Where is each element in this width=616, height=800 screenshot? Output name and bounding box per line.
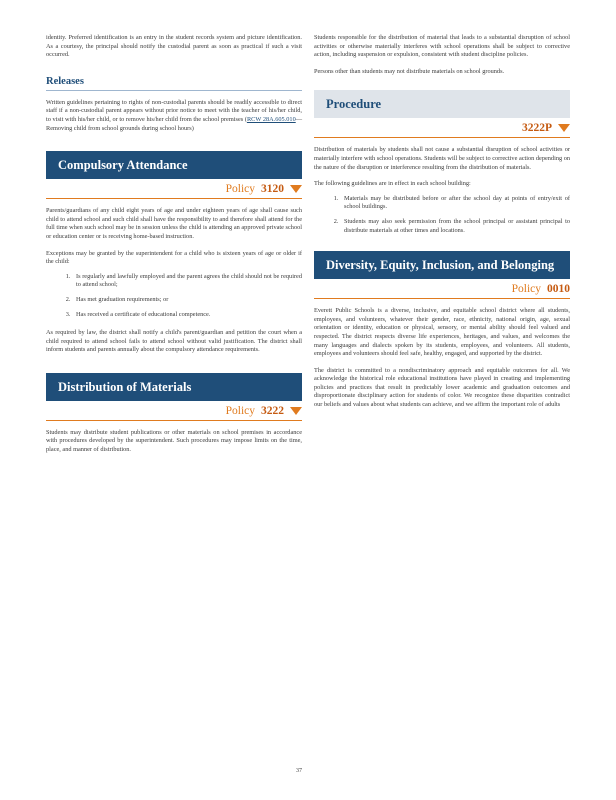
distribution-banner: Distribution of Materials <box>46 373 302 401</box>
policy-label: Policy <box>225 404 255 417</box>
compulsory-divider <box>46 198 302 199</box>
intro-paragraph: identity. Preferred identification is an entry in the student records system and picture identification. As a courtesy, the principal should notify the custodial parent as soon as practical if such a visit occurred. <box>46 34 302 59</box>
list-item: 3. Has received a certificate of educational competence. <box>72 311 302 320</box>
procedure-paragraph-1: Distribution of materials by students shall not cause a substantial disruption of school activities or materially interfere with school operations. Students will be subject to corrective action depending on the nature of the disruption or interference resulting from the distribution of materials. <box>314 146 570 171</box>
triangle-down-icon <box>290 407 302 415</box>
procedure-number-line <box>314 122 570 134</box>
triangle-down-icon <box>558 124 570 132</box>
compulsory-paragraph-3: As required by law, the district shall notify a child's parent/guardian and petition the court when a child required to attend school fails to attend school without valid justification. The district shall inform students and parents annually about the compulsory attendance requirements. <box>46 329 302 354</box>
compulsory-paragraph-2: Exceptions may be granted by the superintendent for a child who is sixteen years of age or older if the child: <box>46 249 302 266</box>
compulsory-policy-line <box>46 183 302 195</box>
list-item: 1. Is regularly and lawfully employed and the parent agrees the child should not be required to attend school; <box>72 273 302 290</box>
policy-number: 0010 <box>547 283 570 296</box>
page-number: 37 <box>296 768 302 774</box>
left-column <box>46 0 302 455</box>
dei-paragraph-2: The district is committed to a nondiscriminatory approach and equitable outcomes for all. We acknowledge the historical role educational institutions have played in creating and implementing policies and practices that result in predictably lower academic and graduation outcomes and disproportionate disciplinary action for students of color. We recognize these disparities contradict our beliefs and values about what students can achieve, and we affirm the important role of adults <box>314 366 570 409</box>
releases-text-end: —Removing child from school grounds during school hours) <box>46 115 303 132</box>
triangle-down-icon <box>290 185 302 193</box>
procedure-divider <box>314 137 570 138</box>
dei-divider <box>314 298 570 299</box>
policy-number: 3120 <box>261 183 284 196</box>
dei-paragraph-1: Everett Public Schools is a diverse, inclusive, and equitable school district where all students, employees, and volunteers, whatever their gender, race, ethnicity, national origin, age, sexual orientation or identity, education or physical, sensory, or mental ability should feel valued and respected. The district respects diverse life experiences, heritages, and values, and welcomes the many languages and dialects spoken by its students, employees, and volunteers. All students, employees and volunteers should feel safe, healthy, engaged, and supported by the district. <box>314 307 570 358</box>
dei-policy-line <box>314 283 570 295</box>
dei-banner: Diversity, Equity, Inclusion, and Belonging <box>314 251 570 279</box>
policy-label: Policy <box>511 283 541 296</box>
compulsory-paragraph-1: Parents/guardians of any child eight years of age and under eighteen years of age shall cause such child to attend school and such child shall have the responsibility to and therefore shall attend for the full time when such school may be in session unless the child is attending an approved private school or education center or is receiving home-based instruction. <box>46 207 302 240</box>
procedure-paragraph-2: The following guidelines are in effect in each school building: <box>314 180 471 188</box>
releases-text: Written guidelines pertaining to rights of non-custodial parents should be readily accessible to direct staff if a non-custodial parent appears without prior notice to meet with the teacher of his/her child, to visit with his/her child, or to remove his/her child from the school premises ( <box>46 98 302 123</box>
distribution-divider <box>46 420 302 421</box>
list-item: 2. Students may also seek permission from the school principal or assistant principal to distribute materials at other times and locations. <box>340 218 570 235</box>
releases-heading: Releases <box>46 75 84 87</box>
releases-paragraph <box>46 99 302 133</box>
releases-divider <box>46 90 302 91</box>
distribution-policy-line <box>46 405 302 417</box>
rcw-link[interactable]: RCW 28A.605.010 <box>246 115 296 123</box>
distribution-paragraph-1: Students may distribute student publications or other materials on school premises in accordance with procedures developed by the superintendent. Such procedures may impose limits on the time, place, and manner of distribution. <box>46 428 302 454</box>
procedure-number: 3222P <box>521 122 552 135</box>
compulsory-attendance-banner: Compulsory Attendance <box>46 151 302 179</box>
policy-label: Policy <box>225 183 255 196</box>
exceptions-list <box>46 273 302 319</box>
procedure-banner: Procedure <box>314 90 570 118</box>
right-column <box>314 0 570 410</box>
distribution-paragraph-2: Students responsible for the distribution of material that leads to a substantial disruption of school activities or otherwise materially interferes with school operations shall be subject to corrective action, including suspension or expulsion, consistent with student discipline policies. <box>314 34 570 59</box>
guidelines-list <box>314 195 570 235</box>
list-item: 2. Has met graduation requirements; or <box>72 296 302 305</box>
policy-number: 3222 <box>261 404 284 417</box>
distribution-paragraph-3: Persons other than students may not distribute materials on school grounds. <box>314 67 505 75</box>
list-item: 1. Materials may be distributed before or after the school day at points of entry/exit of school buildings. <box>340 195 570 212</box>
